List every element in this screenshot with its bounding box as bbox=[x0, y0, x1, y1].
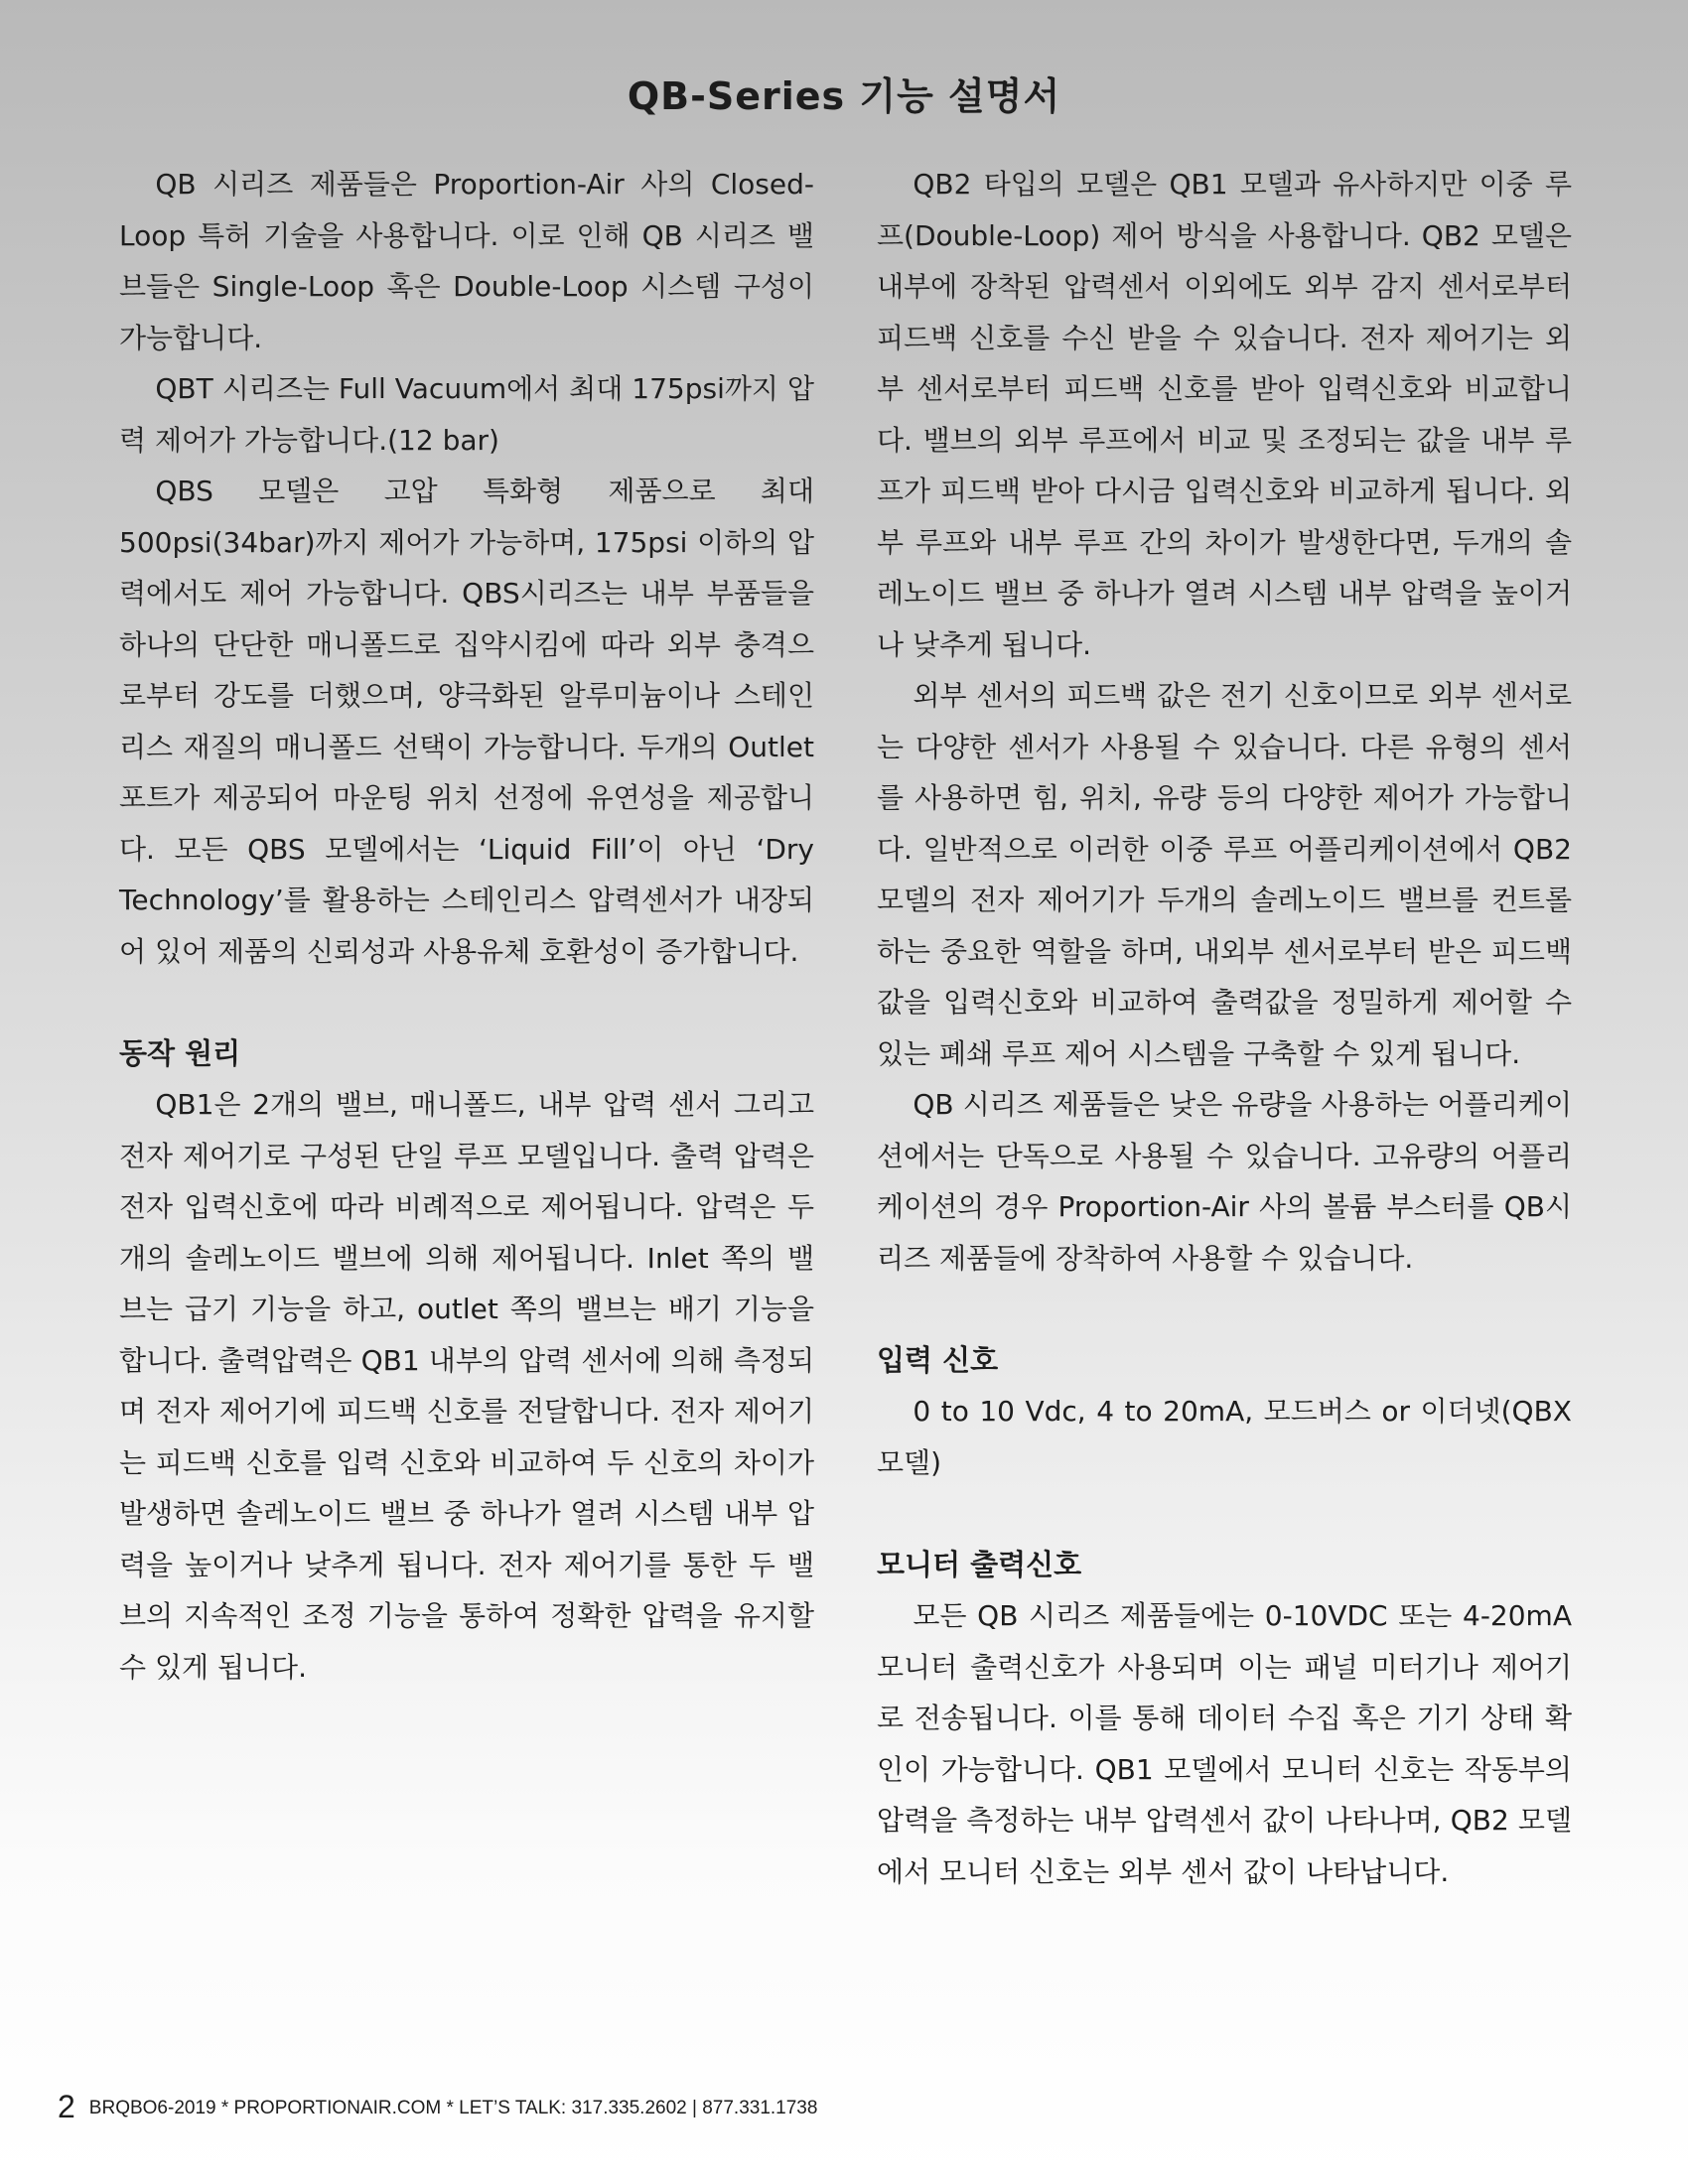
operation-heading: 동작 원리 bbox=[119, 1035, 241, 1070]
intro-paragraph: QB 시리즈 제품들은 Proportion-Air 사의 Closed-Loop 특허 기술을 사용합니다. 이로 인해 QB 시리즈 밸브들은 Single-Loop 혹은 Double-Loop 시스템 구성이 가능합니다. bbox=[119, 168, 814, 354]
external-sensor-paragraph: 외부 센서의 피드백 값은 전기 신호이므로 외부 센서로는 다양한 센서가 사용될 수 있습니다. 다른 유형의 센서를 사용하면 힘, 위치, 유량 등의 다양한 제어가 가능합니다. 일반적으로 이러한 이중 루프 어플리케이션에서 QB2모델의 전자 제어기가 두개의 솔레노이드 밸브를 컨트롤 하는 중요한 역할을 하며, 내외부 센서로부터 받은 피드백 값을 입력신호와 비교하여 출력값을 정밀하게 제어할 수 있는 폐쇄 루프 제어 시스템을 구축할 수 있게 됩니다. bbox=[877, 679, 1572, 1070]
qbs-paragraph: QBS 모델은 고압 특화형 제품으로 최대 500psi(34bar)까지 제어가 가능하며, 175psi 이하의 압력에서도 제어 가능합니다. QBS시리즈는 내부 부품들을 하나의 단단한 매니폴드로 집약시킴에 따라 외부 충격으로부터 강도를 더했으며, 양극화된 알루미늄이나 스테인리스 재질의 매니폴드 선택이 가능합니다. 두개의 Outlet 포트가 제공되어 마운팅 위치 선정에 유연성을 제공합니다. 모든 QBS 모델에서는 ‘Liquid Fill’이 아닌 ‘Dry Technology’를 활용하는 스테인리스 압력센서가 내장되어 있어 제품의 신뢰성과 사용유체 호환성이 증가합니다. bbox=[119, 475, 814, 968]
footer-contact: BRQBO6-2019 * PROPORTIONAIR.COM * LET’S TALK: 317.335.2602 | 877.331.1738 bbox=[88, 2098, 818, 2118]
monitor-output-heading: 모니터 출력신호 bbox=[877, 1547, 1082, 1581]
right-column bbox=[877, 159, 1572, 1897]
monitor-output-paragraph: 모든 QB 시리즈 제품들에는 0-10VDC 또는 4-20mA 모니터 출력신호가 사용되며 이는 패널 미터기나 제어기로 전송됩니다. 이를 통해 데이터 수집 혹은 기기 상태 확인이 가능합니다. QB1 모델에서 모니터 신호는 작동부의 압력을 측정하는 내부 압력센서 값이 나타나며, QB2 모델에서 모니터 신호는 외부 센서 값이 나타납니다. bbox=[877, 1599, 1572, 1888]
left-column bbox=[119, 159, 814, 1693]
page-title: QB-Series 기능 설명서 bbox=[627, 74, 1061, 118]
booster-paragraph: QB 시리즈 제품들은 낮은 유량을 사용하는 어플리케이션에서는 단독으로 사용될 수 있습니다. 고유량의 어플리케이션의 경우 Proportion-Air 사의 볼륨 부스터를 QB시리즈 제품들에 장착하여 사용할 수 있습니다. bbox=[877, 1088, 1572, 1275]
qb2-paragraph: QB2 타입의 모델은 QB1 모델과 유사하지만 이중 루프(Double-Loop) 제어 방식을 사용합니다. QB2 모델은 내부에 장착된 압력센서 이외에도 외부 감지 센서로부터 피드백 신호를 수신 받을 수 있습니다. 전자 제어기는 외부 센서로부터 피드백 신호를 받아 입력신호와 비교합니다. 밸브의 외부 루프에서 비교 및 조정되는 값을 내부 루프가 피드백 받아 다시금 입력신호와 비교하게 됩니다. 외부 루프와 내부 루프 간의 차이가 발생한다면, 두개의 솔레노이드 밸브 중 하나가 열려 시스템 내부 압력을 높이거나 낮추게 됩니다. bbox=[877, 168, 1572, 661]
qbt-paragraph: QBT 시리즈는 Full Vacuum에서 최대 175psi까지 압력 제어가 가능합니다.(12 bar) bbox=[119, 372, 814, 457]
page-number: 2 bbox=[58, 2089, 75, 2124]
input-signal-heading: 입력 신호 bbox=[877, 1342, 999, 1377]
page-footer bbox=[58, 2089, 817, 2125]
operation-paragraph: QB1은 2개의 밸브, 매니폴드, 내부 압력 센서 그리고 전자 제어기로 구성된 단일 루프 모델입니다. 출력 압력은 전자 입력신호에 따라 비례적으로 제어됩니다. 압력은 두개의 솔레노이드 밸브에 의해 제어됩니다. Inlet 쪽의 밸브는 급기 기능을 하고, outlet 쪽의 밸브는 배기 기능을 합니다. 출력압력은 QB1 내부의 압력 센서에 의해 측정되며 전자 제어기에 피드백 신호를 전달합니다. 전자 제어기는 피드백 신호를 입력 신호와 비교하여 두 신호의 차이가 발생하면 솔레노이드 밸브 중 하나가 열려 시스템 내부 압력을 높이거나 낮추게 됩니다. 전자 제어기를 통한 두 밸브의 지속적인 조정 기능을 통하여 정확한 압력을 유지할 수 있게 됩니다. bbox=[119, 1088, 814, 1684]
input-signal-text: 0 to 10 Vdc, 4 to 20mA, 모드버스 or 이더넷(QBX 모델) bbox=[877, 1395, 1572, 1479]
